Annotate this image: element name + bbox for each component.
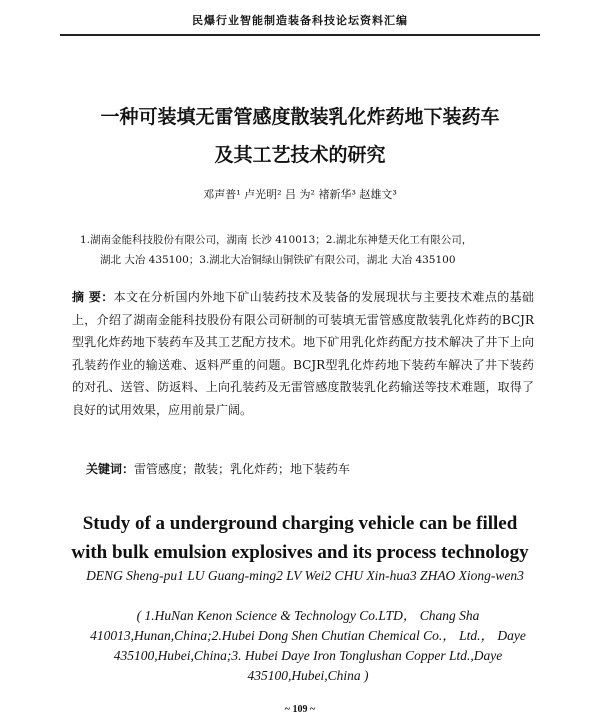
chinese-affiliations-line-2: 湖北 大冶 435100；3.湖北大冶铜绿山铜铁矿有限公司，湖北 大冶 435100 [100, 254, 456, 266]
english-title-line-1: Study of a underground charging vehicle can be filled [82, 513, 518, 534]
header-rule [60, 34, 540, 36]
page-number: ~ 109 ~ [284, 704, 316, 715]
abstract-label: 摘 要： [72, 290, 114, 304]
english-title-line-2: with bulk emulsion explosives and its process technology [71, 542, 529, 563]
running-header: 民爆行业智能制造装备科技论坛资料汇编 [192, 14, 408, 27]
abstract-text: 本文在分析国内外地下矿山装药技术及装备的发展现状与主要技术难点的基础上，介绍了湖南金能科技股份有限公司研制的可装填无雷管感度散装乳化炸药的BCJR型乳化炸药地下装药车及其工艺配方技术。地下矿用乳化炸药配方技术解决了井下上向孔装药作业的输送难、返料严重的问题。BCJR型乳化炸药地下装药车解决了井下装药的对孔、送管、防返料、上向孔装药及无雷管感度散装乳化药输送等技术难题，取得了良好的试用效果，应用前景广阔。 [72, 290, 534, 417]
english-authors: DENG Sheng-pu1 LU Guang-ming2 LV Wei2 CHU Xin-hua3 ZHAO Xiong-wen3 [86, 568, 524, 583]
keywords-label: 关键词： [86, 462, 135, 476]
keywords-text: 雷管感度；散装；乳化炸药；地下装药车 [134, 462, 351, 476]
chinese-authors: 邓声普¹ 卢光明² 吕 为² 褚新华³ 赵雄文³ [203, 188, 397, 201]
abstract [72, 286, 534, 421]
english-affiliations: ( 1.HuNan Kenon Science & Technology Co.LTD， Chang Sha 410013,Hunan,China;2.Hubei Dong Shen Chutian Chemical Co.， Ltd.， Daye 435100,Hubei,China;3. Hubei Daye Iron Tonglushan Copper Ltd.,Daye 435100,Hubei,China ) [90, 608, 526, 683]
chinese-title-line-1: 一种可装填无雷管感度散装乳化炸药地下装药车 [100, 106, 500, 128]
chinese-title-line-2: 及其工艺技术的研究 [214, 144, 386, 166]
chinese-affiliations-line-1: 1.湖南金能科技股份有限公司，湖南 长沙 410013；2.湖北东神楚天化工有限公司， [80, 234, 473, 246]
keywords [86, 460, 536, 477]
